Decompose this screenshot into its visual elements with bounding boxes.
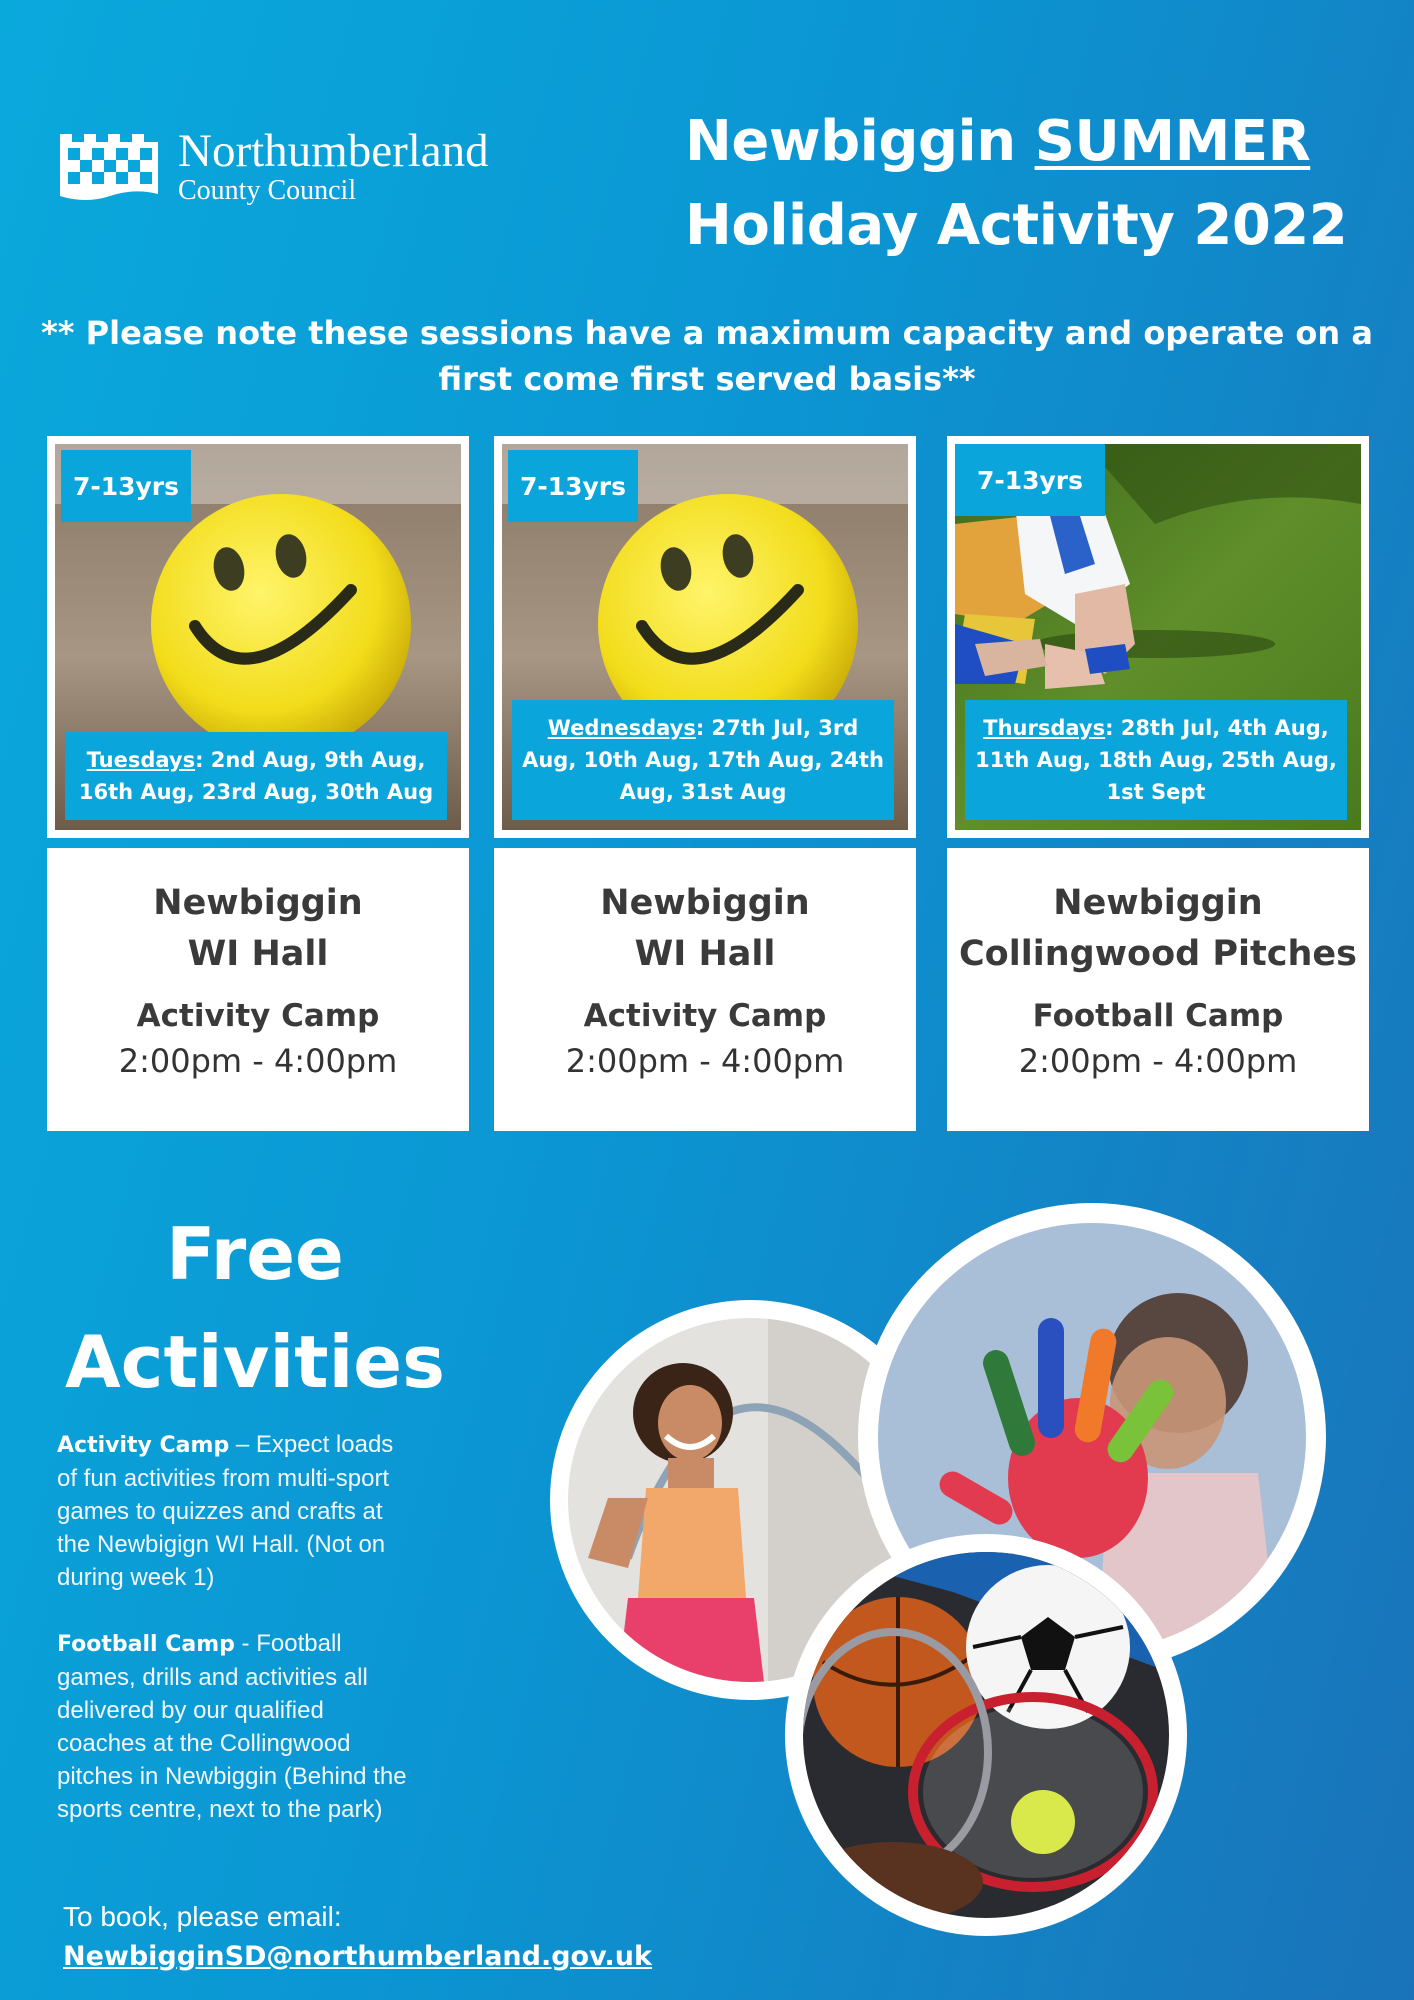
session-date-list: : 27th Jul, 3rd Aug, 10th Aug, 17th Aug, 24th Aug, 31st Aug: [522, 716, 884, 804]
session-time: 2:00pm - 4:00pm: [1018, 1042, 1298, 1080]
venue-line-2: WI Hall: [634, 934, 776, 974]
session-time: 2:00pm - 4:00pm: [118, 1042, 398, 1080]
title-line-2: Holiday Activity 2022: [685, 193, 1348, 258]
football-camp-description: [57, 1627, 417, 1826]
free-heading-line-2: Activities: [65, 1320, 445, 1404]
free-activities-heading: [45, 1200, 465, 1416]
session-venue: [47, 878, 469, 980]
council-castle-logo-icon: [58, 132, 162, 202]
title-highlight: SUMMER: [1034, 109, 1311, 174]
session-time: 2:00pm - 4:00pm: [565, 1042, 845, 1080]
session-day: Tuesdays: [86, 748, 196, 772]
session-venue: [947, 878, 1369, 980]
session-info-thursday: [947, 848, 1369, 1131]
free-heading-line-1: Free: [166, 1212, 344, 1296]
football-camp-title: Football Camp: [57, 1632, 235, 1657]
session-date-list: : 28th Jul, 4th Aug, 11th Aug, 18th Aug, 25th Aug, 1st Sept: [975, 716, 1337, 804]
camp-type: Activity Camp: [583, 998, 827, 1034]
age-badge: 7-13yrs: [508, 450, 638, 522]
session-info-tuesday: [47, 848, 469, 1131]
session-date-list: : 2nd Aug, 9th Aug, 16th Aug, 23rd Aug, 30th Aug: [78, 748, 434, 804]
camp-type: Football Camp: [1032, 998, 1284, 1034]
football-camp-text: - Football games, drills and activities all delivered by our qualified coaches at the Collingwood pitches in Newbiggin (Behind the sports centre, next to the park): [57, 1630, 407, 1823]
venue-line-2: WI Hall: [187, 934, 329, 974]
title-line-1: [685, 100, 1375, 184]
session-day: Wednesdays: [547, 716, 696, 740]
session-dates: [512, 700, 894, 820]
activity-camp-text: – Expect loads of fun activities from multi-sport games to quizzes and crafts at the Newbigign WI Hall. (Not on during week 1): [57, 1431, 394, 1591]
venue-line-1: Newbiggin: [153, 883, 363, 923]
council-logo: [58, 125, 489, 206]
activity-camp-title: Activity Camp: [57, 1433, 230, 1458]
booking-email-link[interactable]: NewbigginSD@northumberland.gov.uk: [63, 1941, 652, 1972]
venue-line-1: Newbiggin: [1053, 883, 1263, 923]
session-dates: [965, 700, 1347, 820]
booking-info: [63, 1897, 652, 1977]
session-photo-tuesday: [47, 436, 469, 838]
sports-equipment-photo: [785, 1534, 1187, 1936]
session-photo-thursday: [947, 436, 1369, 838]
venue-line-1: Newbiggin: [600, 883, 810, 923]
council-subtitle: County Council: [178, 175, 357, 206]
booking-label: To book, please email:: [63, 1901, 342, 1932]
session-day: Thursdays: [983, 716, 1106, 740]
session-venue: [494, 878, 916, 980]
capacity-notice: ** Please note these sessions have a maximum capacity and operate on a first come first served basis**: [41, 314, 1373, 398]
camp-type: Activity Camp: [136, 998, 380, 1034]
age-badge: 7-13yrs: [61, 450, 191, 522]
session-info-wednesday: [494, 848, 916, 1131]
session-photo-wednesday: [494, 436, 916, 838]
council-name: Northumberland: [178, 125, 489, 177]
sports-equipment-image: [803, 1552, 1169, 1918]
age-badge: 7-13yrs: [955, 444, 1105, 516]
activity-camp-description: [57, 1428, 417, 1594]
title-prefix: Newbiggin: [685, 109, 1035, 174]
page-title: [685, 100, 1375, 268]
session-dates: [65, 732, 447, 820]
venue-line-2: Collingwood Pitches: [959, 934, 1357, 974]
